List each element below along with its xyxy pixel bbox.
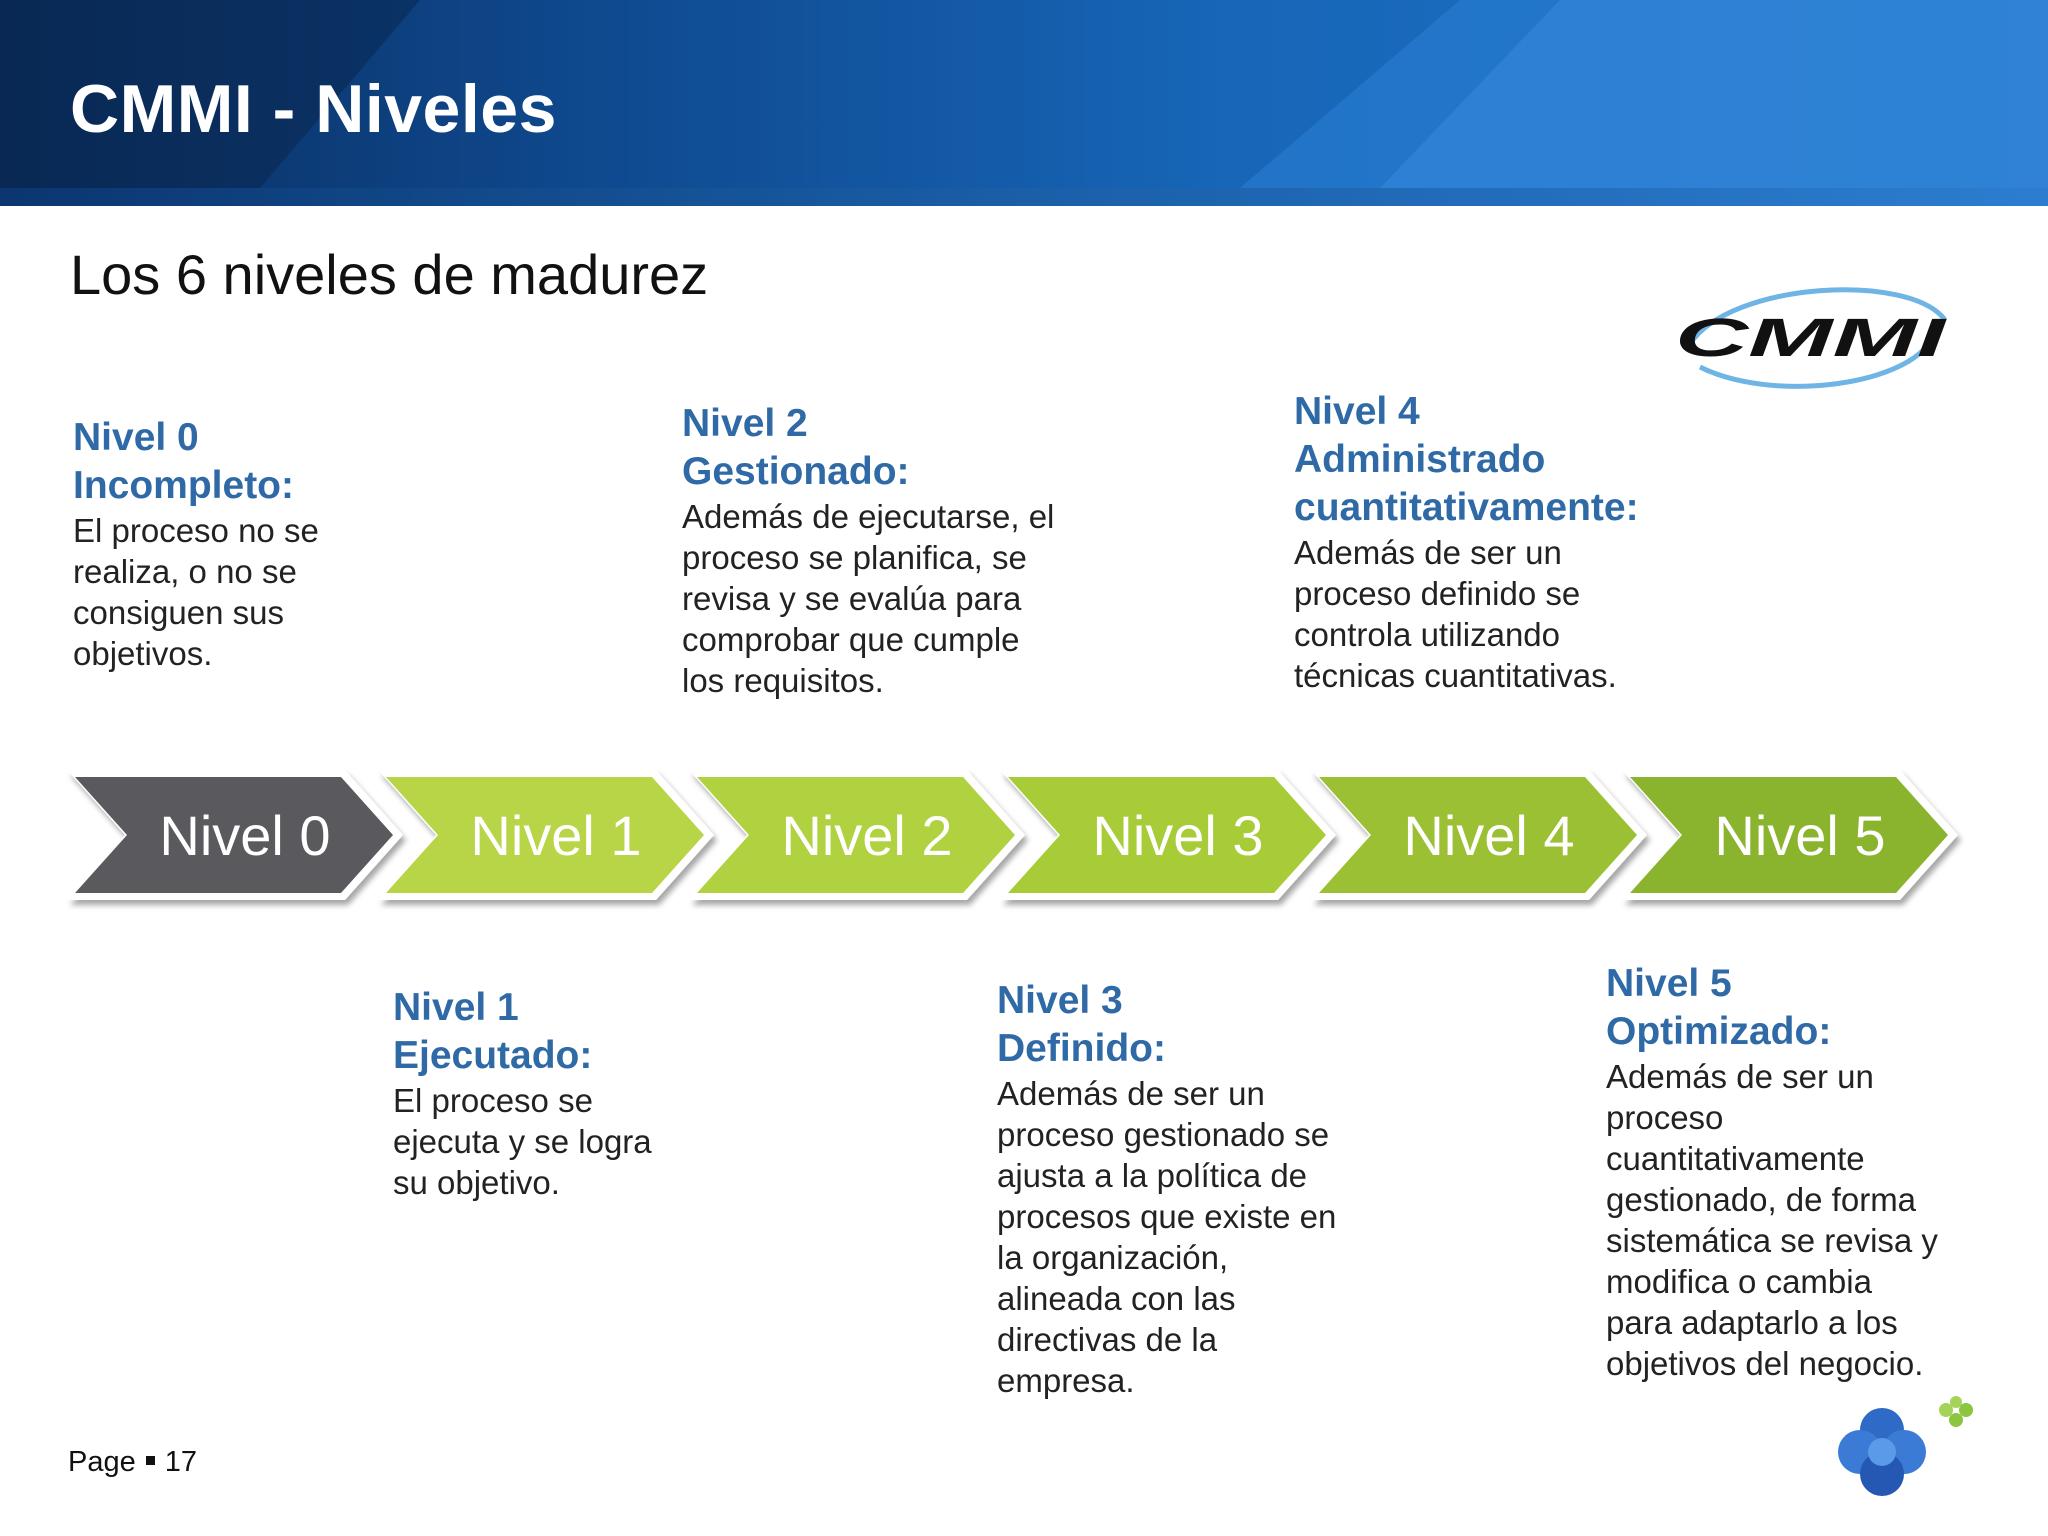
chevron-nivel-2 [689, 770, 1025, 900]
level-1-title: Nivel 1 [393, 986, 519, 1029]
level-0-line: El proceso no se [73, 512, 319, 549]
level-3-name: Definido: [997, 1027, 1166, 1070]
level-2-description [682, 400, 1054, 701]
level-4-description [1294, 388, 1639, 696]
level-2-line: proceso se planifica, se [682, 539, 1027, 576]
corner-decorative-logo-icon [1830, 1390, 1980, 1500]
level-5-title: Nivel 5 [1606, 962, 1732, 1005]
header-bottom-strip [0, 188, 2048, 206]
level-3-line: la organización, [997, 1239, 1229, 1276]
level-3-line: proceso gestionado se [997, 1116, 1330, 1153]
level-3-line: alineada con las [997, 1280, 1236, 1317]
page-footer [68, 1446, 197, 1479]
level-5-line: Además de ser un [1606, 1058, 1874, 1095]
level-4-line: Además de ser un [1294, 534, 1562, 571]
slide-title: CMMI - Niveles [70, 71, 557, 147]
level-3-line: Además de ser un [997, 1075, 1265, 1112]
chevron-label: Nivel 2 [781, 804, 953, 867]
level-5-line: sistemática se revisa y [1606, 1222, 1938, 1259]
maturity-levels-chevrons [55, 755, 1985, 915]
level-5-description [1606, 960, 1938, 1384]
chevron-nivel-5 [1622, 770, 1958, 900]
level-4-title: Nivel 4 [1294, 390, 1420, 433]
level-1-line: ejecuta y se logra [393, 1123, 652, 1160]
level-5-name: Optimizado: [1606, 1010, 1832, 1053]
level-0-line: consiguen sus [73, 594, 284, 631]
chevron-label: Nivel 3 [1092, 804, 1264, 867]
level-0-name: Incompleto: [73, 464, 294, 507]
level-2-line: los requisitos. [682, 662, 884, 699]
level-4-line: controla utilizando [1294, 616, 1560, 653]
chevron-nivel-1 [378, 770, 714, 900]
level-0-description [73, 414, 319, 674]
level-1-line: El proceso se [393, 1082, 593, 1119]
page-number: 17 [164, 1446, 197, 1478]
level-5-line: objetivos del negocio. [1606, 1345, 1924, 1382]
header-banner [0, 0, 2048, 206]
chevron-nivel-4 [1311, 770, 1647, 900]
chevron-label: Nivel 5 [1714, 804, 1886, 867]
level-0-line: objetivos. [73, 635, 213, 672]
cmmi-logo [1660, 272, 1960, 402]
level-3-line: empresa. [997, 1362, 1135, 1399]
level-3-line: procesos que existe en [997, 1198, 1337, 1235]
level-4-line: proceso definido se [1294, 575, 1581, 612]
chevron-label: Nivel 4 [1403, 804, 1575, 867]
level-5-line: cuantitativamente [1606, 1140, 1865, 1177]
slide-subtitle: Los 6 niveles de madurez [70, 243, 709, 306]
level-3-description [997, 977, 1336, 1401]
level-2-name: Gestionado: [682, 450, 910, 493]
chevron-nivel-3 [1000, 770, 1336, 900]
level-1-name: Ejecutado: [393, 1034, 593, 1077]
cmmi-logo-text: CMMI [1675, 308, 1947, 368]
level-0-line: realiza, o no se [73, 553, 297, 590]
level-2-line: Además de ejecutarse, el [682, 498, 1055, 535]
chevron-label: Nivel 1 [470, 804, 642, 867]
level-5-line: para adaptarlo a los [1606, 1304, 1898, 1341]
level-4-line: técnicas cuantitativas. [1294, 657, 1617, 694]
level-0-title: Nivel 0 [73, 416, 199, 459]
chevron-label: Nivel 0 [159, 804, 331, 867]
level-3-title: Nivel 3 [997, 979, 1123, 1022]
level-2-line: revisa y se evalúa para [682, 580, 1022, 617]
level-2-title: Nivel 2 [682, 402, 808, 445]
level-5-line: gestionado, de forma [1606, 1181, 1917, 1218]
level-1-description [393, 984, 652, 1203]
level-4-name: Administrado [1294, 438, 1546, 481]
level-2-line: comprobar que cumple [682, 621, 1020, 658]
chevron-nivel-0 [67, 770, 403, 900]
level-5-line: proceso [1606, 1099, 1724, 1136]
level-5-line: modifica o cambia [1606, 1263, 1872, 1300]
page-label: Page [68, 1446, 136, 1478]
level-4-name-cont: cuantitativamente: [1294, 486, 1639, 529]
page-separator [146, 1456, 155, 1465]
level-1-line: su objetivo. [393, 1164, 560, 1201]
level-3-line: ajusta a la política de [997, 1157, 1308, 1194]
level-3-line: directivas de la [997, 1321, 1218, 1358]
